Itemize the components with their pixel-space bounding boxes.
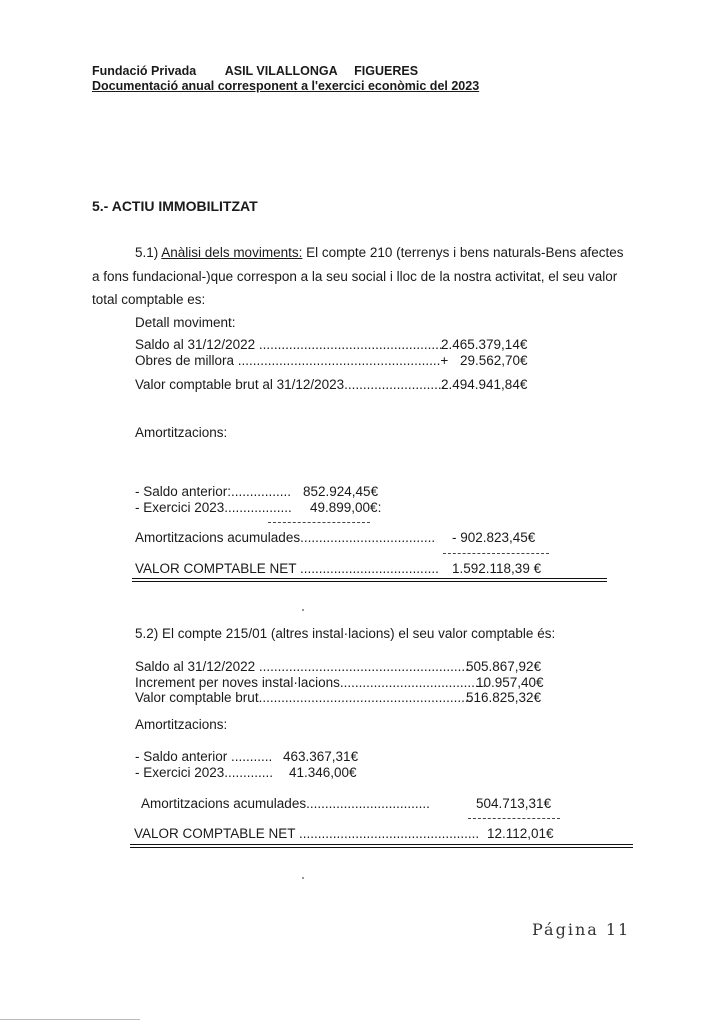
org-name: ASIL VILALLONGA xyxy=(224,64,338,78)
s51-intro-line-2: a fons fundacional-)que correspon a la seu social i lloc de la nostra activitat, el seu valor xyxy=(92,269,618,284)
s52-brut-value: 516.825,32€ xyxy=(466,690,542,705)
s51-exercici-label: - Exercici 2023.................. xyxy=(135,500,292,515)
s52-total-divider xyxy=(468,818,560,819)
s51-net-rule-bottom xyxy=(132,581,607,582)
s52-increment-value: 10.957,40€ xyxy=(476,675,544,690)
scan-edge-line xyxy=(0,1019,140,1020)
s51-obres-label: Obres de millora ......................................................+ xyxy=(135,353,449,368)
s52-saldo-anterior-value: 463.367,31€ xyxy=(283,749,359,764)
s52-amort-title: Amortitzacions: xyxy=(135,717,228,732)
s52-acumulades-value: 504.713,31€ xyxy=(476,796,552,811)
s52-exercici-label: - Exercici 2023............. xyxy=(135,765,274,780)
s52-saldo-anterior-label: - Saldo anterior ........... xyxy=(135,749,273,764)
org-type: Fundació Privada xyxy=(92,64,197,78)
s51-amort-title: Amortitzacions: xyxy=(135,425,228,440)
s52-net-value: 12.112,01€ xyxy=(487,826,554,841)
section-title: 5.- ACTIU IMMOBILITZAT xyxy=(92,198,258,214)
document-subtitle: Documentació anual corresponent a l'exercici econòmic del 2023 xyxy=(92,79,480,93)
scan-speck xyxy=(302,609,304,611)
org-city: FIGUERES xyxy=(354,64,419,78)
s52-net-label: VALOR COMPTABLE NET ................................................ xyxy=(134,826,480,841)
page-number: Página 11 xyxy=(532,920,631,939)
s51-intro-line-3: total comptable es: xyxy=(92,292,206,307)
s51-heading: Anàlisi dels moviments: xyxy=(161,245,303,260)
s52-net-rule-bottom xyxy=(130,847,633,848)
scan-speck xyxy=(302,877,304,879)
s52-brut-label: Valor comptable brut......................................................... xyxy=(135,690,473,705)
s51-net-label: VALOR COMPTABLE NET ..................................... xyxy=(135,561,439,576)
s51-acumulades-label: Amortitzacions acumulades.................................... xyxy=(135,530,436,545)
s51-saldo-anterior-label: - Saldo anterior:................ xyxy=(135,484,292,499)
s52-saldo-value: 505.867,92€ xyxy=(466,659,542,674)
s52-intro: 5.2) El compte 215/01 (altres instal·lacions) el seu valor comptable és: xyxy=(135,626,556,641)
s52-increment-label: Increment per noves instal·lacions....................................... xyxy=(135,675,487,690)
s51-saldo-anterior-value: 852.924,45€ xyxy=(303,484,379,499)
s51-saldo-label: Saldo al 31/12/2022 ................................................. xyxy=(135,337,443,352)
s52-net-rule-top xyxy=(130,844,633,845)
s51-exercici-value: 49.899,00€: xyxy=(310,500,382,515)
s51-net-value: 1.592.118,39 € xyxy=(452,561,542,576)
s51-saldo-value: 2.465.379,14€ xyxy=(441,337,528,352)
s51-net-rule-top xyxy=(132,578,607,579)
s51-total-divider xyxy=(443,553,549,554)
s51-detail-label: Detall moviment: xyxy=(135,315,236,330)
s51-intro-text: El compte 210 (terrenys i bens naturals-Bens afectes xyxy=(306,245,624,260)
s51-intro-line-1 xyxy=(135,245,624,260)
s51-subtotal-divider xyxy=(268,522,370,523)
s51-number: 5.1) xyxy=(135,245,159,260)
s51-obres-value: 29.562,70€ xyxy=(460,353,528,368)
s51-brut-value: 2.494.941,84€ xyxy=(441,377,528,392)
s51-acumulades-value: - 902.823,45€ xyxy=(452,530,536,545)
s52-saldo-label: Saldo al 31/12/2022 ........................................................ xyxy=(135,659,469,674)
s52-exercici-value: 41.346,00€ xyxy=(289,765,357,780)
s51-brut-label: Valor comptable brut al 31/12/2023........................... xyxy=(135,377,446,392)
s52-acumulades-label: Amortitzacions acumulades................................. xyxy=(141,796,430,811)
